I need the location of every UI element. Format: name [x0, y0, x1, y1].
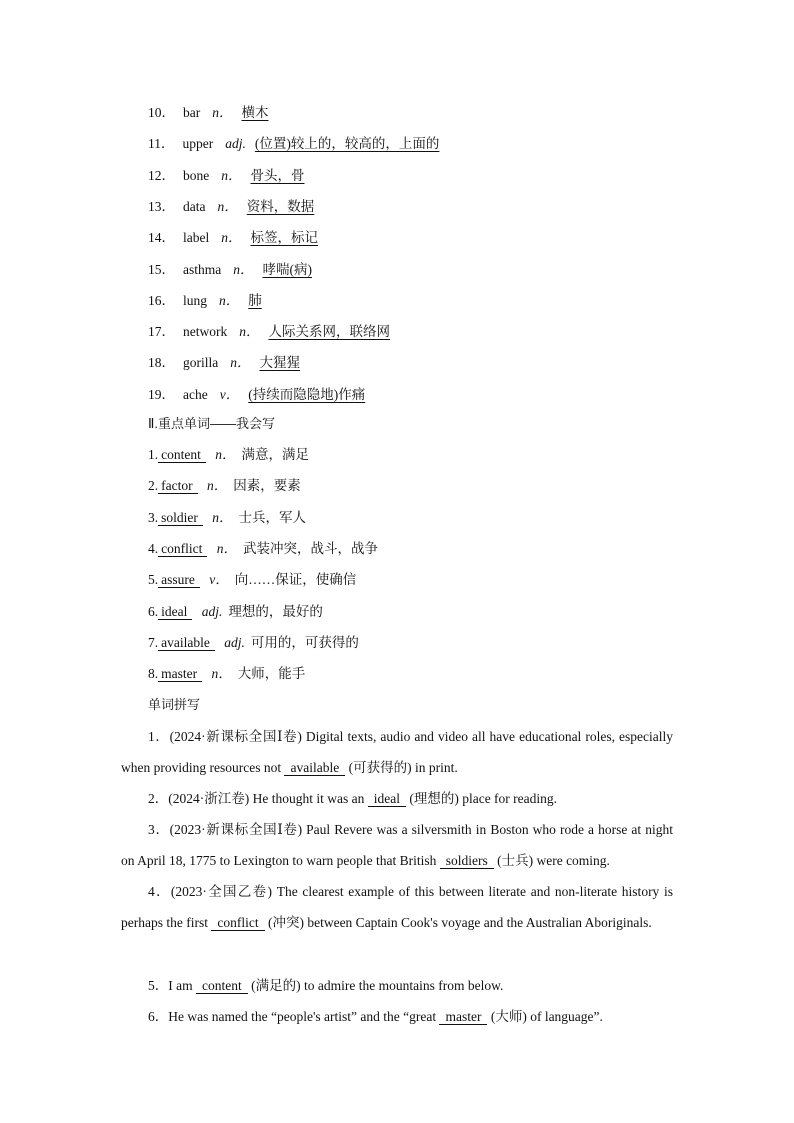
english-answer: soldier	[158, 510, 203, 526]
vocab-item	[148, 354, 303, 372]
answer-blank: ideal	[368, 791, 406, 807]
vocab-item	[148, 229, 321, 247]
answer-blank: soldiers	[440, 853, 494, 869]
part-of-speech: n．	[233, 261, 254, 277]
chinese-meaning: 因素，要素	[233, 478, 301, 494]
vocab-item	[148, 634, 359, 652]
spelling-heading: 单词拼写	[148, 697, 201, 712]
chinese-answer: 人际关系网，联络网	[268, 324, 390, 340]
item-number: 15．	[148, 261, 175, 277]
item-number: 17．	[148, 324, 175, 340]
item-number: 3.	[148, 509, 159, 525]
vocab-item	[148, 509, 306, 527]
english-word: gorilla	[183, 355, 219, 371]
vocab-item	[148, 477, 301, 495]
english-word: network	[183, 324, 228, 340]
chinese-meaning: 可用的，可获得的	[250, 634, 359, 650]
part-of-speech: n．	[211, 666, 232, 682]
part-of-speech: n．	[230, 355, 251, 371]
english-answer: conflict	[158, 541, 207, 557]
english-word: data	[183, 198, 206, 214]
exercise-num: 4．	[148, 884, 171, 899]
chinese-meaning: 向……保证，使确信	[234, 572, 357, 588]
vocab-item	[148, 198, 317, 216]
vocab-item	[148, 292, 265, 310]
exercise-text: (理想的) place for reading.	[405, 791, 558, 806]
exercise-num: 5．	[148, 978, 169, 993]
exercise-num: 1．	[148, 729, 170, 744]
exercise-text: (2024·浙江卷) He thought it was an	[168, 791, 368, 806]
chinese-answer: (位置)较上的，较高的，上面的	[254, 136, 440, 152]
exercise-6	[121, 1001, 673, 1032]
exercise-text: (2023·全国乙卷) The clearest example of this between literate and non-literate history is perhaps the first	[121, 884, 674, 930]
exercise-text: I am	[168, 978, 196, 993]
item-number: 13．	[148, 198, 175, 214]
vocab-item	[148, 261, 315, 279]
vocab-item	[148, 323, 393, 341]
exercise-1	[121, 721, 673, 783]
vocab-item	[148, 167, 308, 185]
item-number: 6.	[148, 603, 159, 619]
chinese-answer: 肺	[248, 292, 262, 308]
part-of-speech: n．	[215, 447, 236, 462]
english-word: asthma	[183, 261, 222, 277]
vocab-item	[148, 571, 356, 589]
chinese-meaning: 满意，满足	[241, 447, 309, 462]
exercise-text: (可获得的) in print.	[345, 760, 458, 775]
chinese-answer: 资料，数据	[246, 198, 315, 214]
exercise-2	[121, 783, 673, 814]
vocab-item	[148, 665, 305, 683]
part-of-speech: n．	[219, 292, 240, 308]
exercise-num: 2．	[148, 791, 169, 806]
chinese-meaning: 大师，能手	[237, 666, 306, 682]
item-number: 12．	[148, 167, 175, 183]
vocab-item	[148, 603, 323, 621]
item-number: 18．	[148, 355, 175, 371]
exercise-5	[121, 970, 673, 1001]
answer-blank: master	[439, 1009, 487, 1025]
english-answer: available	[158, 635, 215, 651]
part-of-speech: n．	[221, 230, 242, 246]
chinese-answer: 哮喘(病)	[262, 261, 312, 277]
english-word: ache	[183, 386, 208, 402]
exercise-num: 6．	[148, 1009, 169, 1024]
item-number: 10．	[148, 105, 175, 120]
english-answer: master	[158, 666, 202, 682]
answer-blank: available	[284, 760, 345, 776]
exercise-text: He was named the “people's artist” and the “great	[168, 1009, 440, 1024]
item-number: 5.	[148, 572, 159, 588]
chinese-answer: 骨头，骨	[250, 167, 305, 183]
english-answer: ideal	[158, 604, 192, 620]
chinese-meaning: 武装冲突，战斗，战争	[242, 540, 378, 556]
english-word: upper	[182, 136, 214, 152]
exercise-text: (士兵) were coming.	[493, 853, 610, 868]
exercise-4	[121, 876, 673, 938]
section-2-heading: Ⅱ.重点单词——我会写	[148, 416, 276, 431]
part-of-speech: v．	[219, 386, 240, 402]
vocab-item	[148, 540, 378, 558]
part-of-speech: n．	[239, 324, 260, 340]
item-number: 14．	[148, 230, 175, 246]
item-number: 7.	[148, 634, 159, 650]
part-of-speech: adj.	[224, 634, 245, 650]
chinese-meaning: 士兵，军人	[238, 509, 306, 525]
english-answer: assure	[158, 572, 200, 588]
chinese-answer: 大猩猩	[259, 355, 300, 371]
item-number: 19．	[148, 386, 175, 402]
item-number: 16．	[148, 292, 175, 308]
part-of-speech: adj.	[201, 603, 223, 619]
part-of-speech: n．	[221, 167, 242, 183]
item-number: 11．	[148, 136, 175, 152]
english-word: label	[183, 230, 210, 246]
english-answer: content	[158, 447, 206, 463]
answer-blank: conflict	[211, 915, 264, 931]
part-of-speech: n．	[212, 509, 233, 525]
chinese-answer: 标签，标记	[250, 230, 318, 246]
exercise-text: (大师) of language”.	[487, 1009, 603, 1024]
chinese-answer: 横木	[241, 105, 269, 120]
english-word: bar	[183, 105, 201, 120]
part-of-speech: adj.	[225, 136, 246, 152]
part-of-speech: v．	[209, 572, 229, 588]
vocab-item	[148, 446, 309, 464]
exercise-text: (2024·新课标全国Ⅰ卷) Digital texts, audio and video all have educational roles, especially when providing resources not	[121, 729, 674, 775]
vocab-item	[148, 135, 442, 153]
item-number: 2.	[148, 478, 159, 494]
chinese-answer: (持续而隐隐地)作痛	[248, 386, 366, 402]
part-of-speech: n．	[216, 540, 237, 556]
exercise-text: (冲突) between Captain Cook's voyage and the Australian Aboriginals.	[264, 915, 652, 930]
part-of-speech: n．	[206, 478, 228, 494]
part-of-speech: n．	[217, 198, 238, 214]
item-number: 4.	[148, 540, 159, 556]
item-number: 1.	[148, 447, 159, 462]
answer-blank: content	[196, 978, 248, 994]
part-of-speech: n．	[212, 105, 233, 120]
vocab-item	[148, 386, 368, 404]
vocab-item	[148, 104, 272, 122]
english-word: bone	[183, 167, 210, 183]
exercise-text: (2023·新课标全国Ⅰ卷) Paul Revere was a silversmith in Boston who rode a horse at night on April 18, 1775 to Lexington to warn people that British	[121, 822, 673, 868]
english-word: lung	[183, 292, 208, 308]
exercise-num: 3．	[148, 822, 170, 837]
exercise-3	[121, 814, 673, 876]
english-answer: factor	[158, 478, 197, 494]
item-number: 8.	[148, 666, 159, 682]
exercise-text: (满足的) to admire the mountains from below.	[247, 978, 504, 993]
chinese-meaning: 理想的，最好的	[228, 603, 323, 619]
